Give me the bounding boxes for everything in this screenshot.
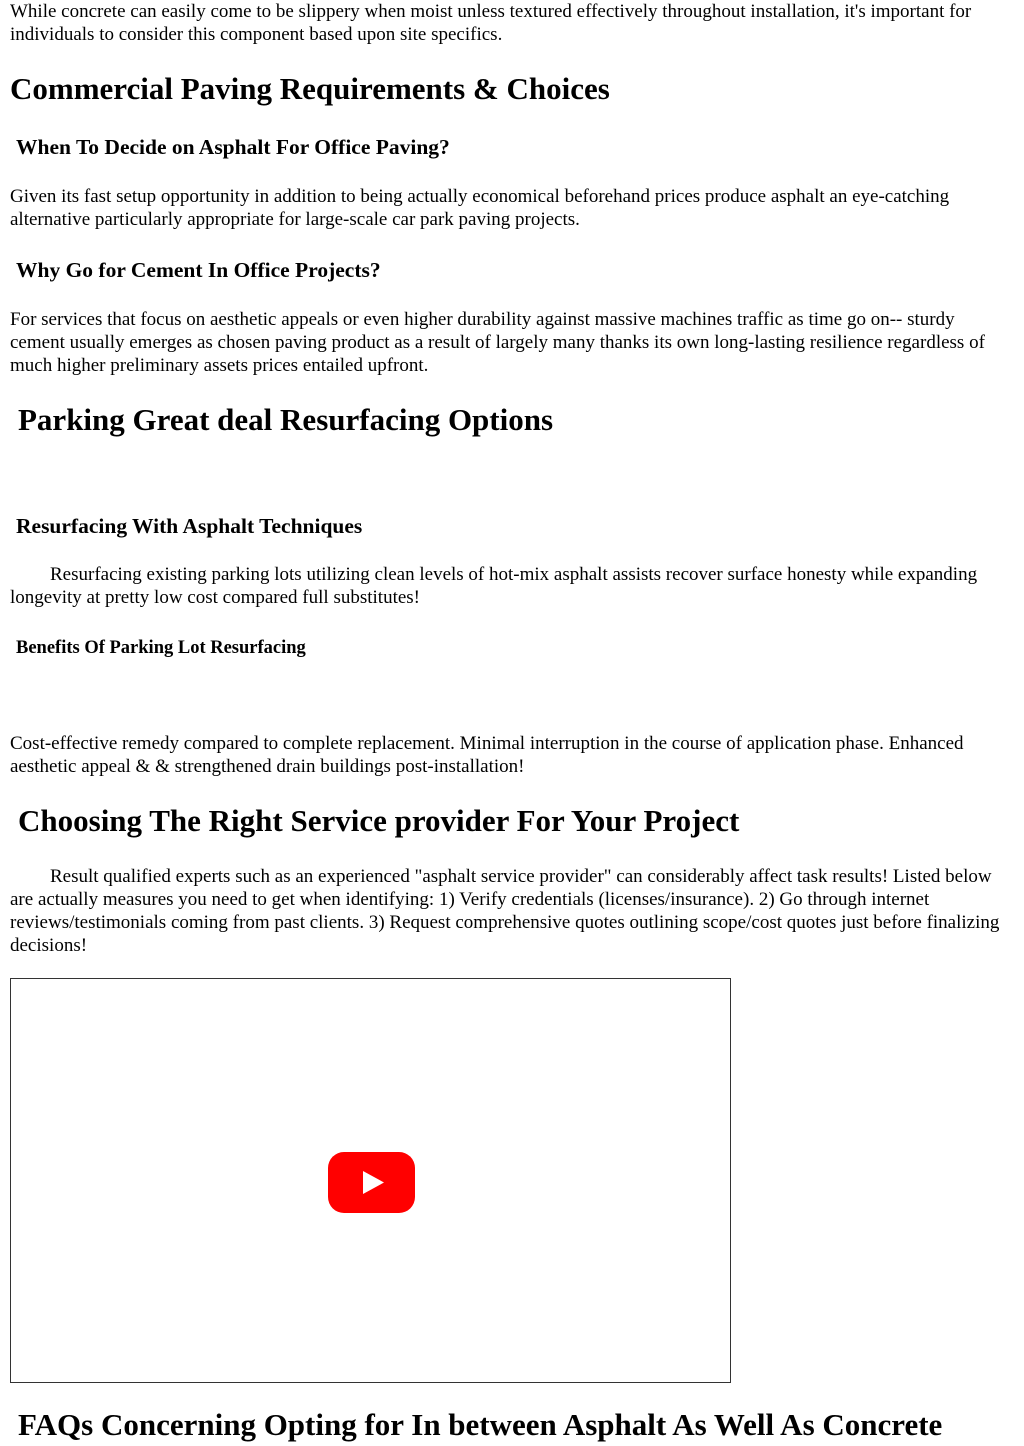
heading-parking-resurfacing: Parking Great deal Resurfacing Options (18, 402, 554, 437)
youtube-play-icon[interactable] (328, 1152, 415, 1213)
heading-commercial-paving: Commercial Paving Requirements & Choices (10, 71, 610, 106)
resurfacing-benefits-paragraph: Cost-effective remedy compared to complete replacement. Minimal interruption in the course of application phase. Enhanced aesthetic appeal & & strengthened drain buildings post-installation! (10, 733, 964, 777)
cement-office-paragraph: For services that focus on aesthetic appeals or even higher durability against massive machines traffic as time go on-- sturdy cement usually emerges as chosen paving product as a result of largely many thanks its own long-lasting resilience regardless of much higher preliminary assets prices entailed upfront. (10, 309, 985, 376)
heading-choosing-provider: Choosing The Right Service provider For Your Project (18, 803, 740, 838)
heading-faqs: FAQs Concerning Opting for In between Asphalt As Well As Concrete (18, 1407, 943, 1442)
choosing-provider-paragraph: Result qualified experts such as an experienced "asphalt service provider" can considerably affect task results! Listed below are actually measures you need to get when identifying: 1) Verify credentials (licenses/insurance). 2) Go through internet reviews/testimonials coming from past clients. 3) Request comprehensive quotes outlining scope/cost quotes just before finalizing decisions! (10, 866, 1000, 956)
subheading-asphalt-office: When To Decide on Asphalt For Office Paving? (16, 135, 450, 159)
resurfacing-techniques-paragraph: Resurfacing existing parking lots utilizing clean levels of hot-mix asphalt assists recover surface honesty while expanding longevity at pretty low cost compared full substitutes! (10, 564, 978, 608)
subheading-cement-office: Why Go for Cement In Office Projects? (16, 258, 381, 282)
asphalt-office-paragraph: Given its fast setup opportunity in addition to being actually economical beforehand prices produce asphalt an eye-catching alternative particularly appropriate for large-scale car park paving projects. (10, 186, 950, 230)
subheading-resurfacing-techniques: Resurfacing With Asphalt Techniques (16, 514, 363, 538)
subheading-resurfacing-benefits: Benefits Of Parking Lot Resurfacing (16, 638, 306, 658)
intro-paragraph: While concrete can easily come to be slippery when moist unless textured effectively throughout installation, it's important for individuals to consider this component based upon site specifics. (10, 1, 972, 45)
